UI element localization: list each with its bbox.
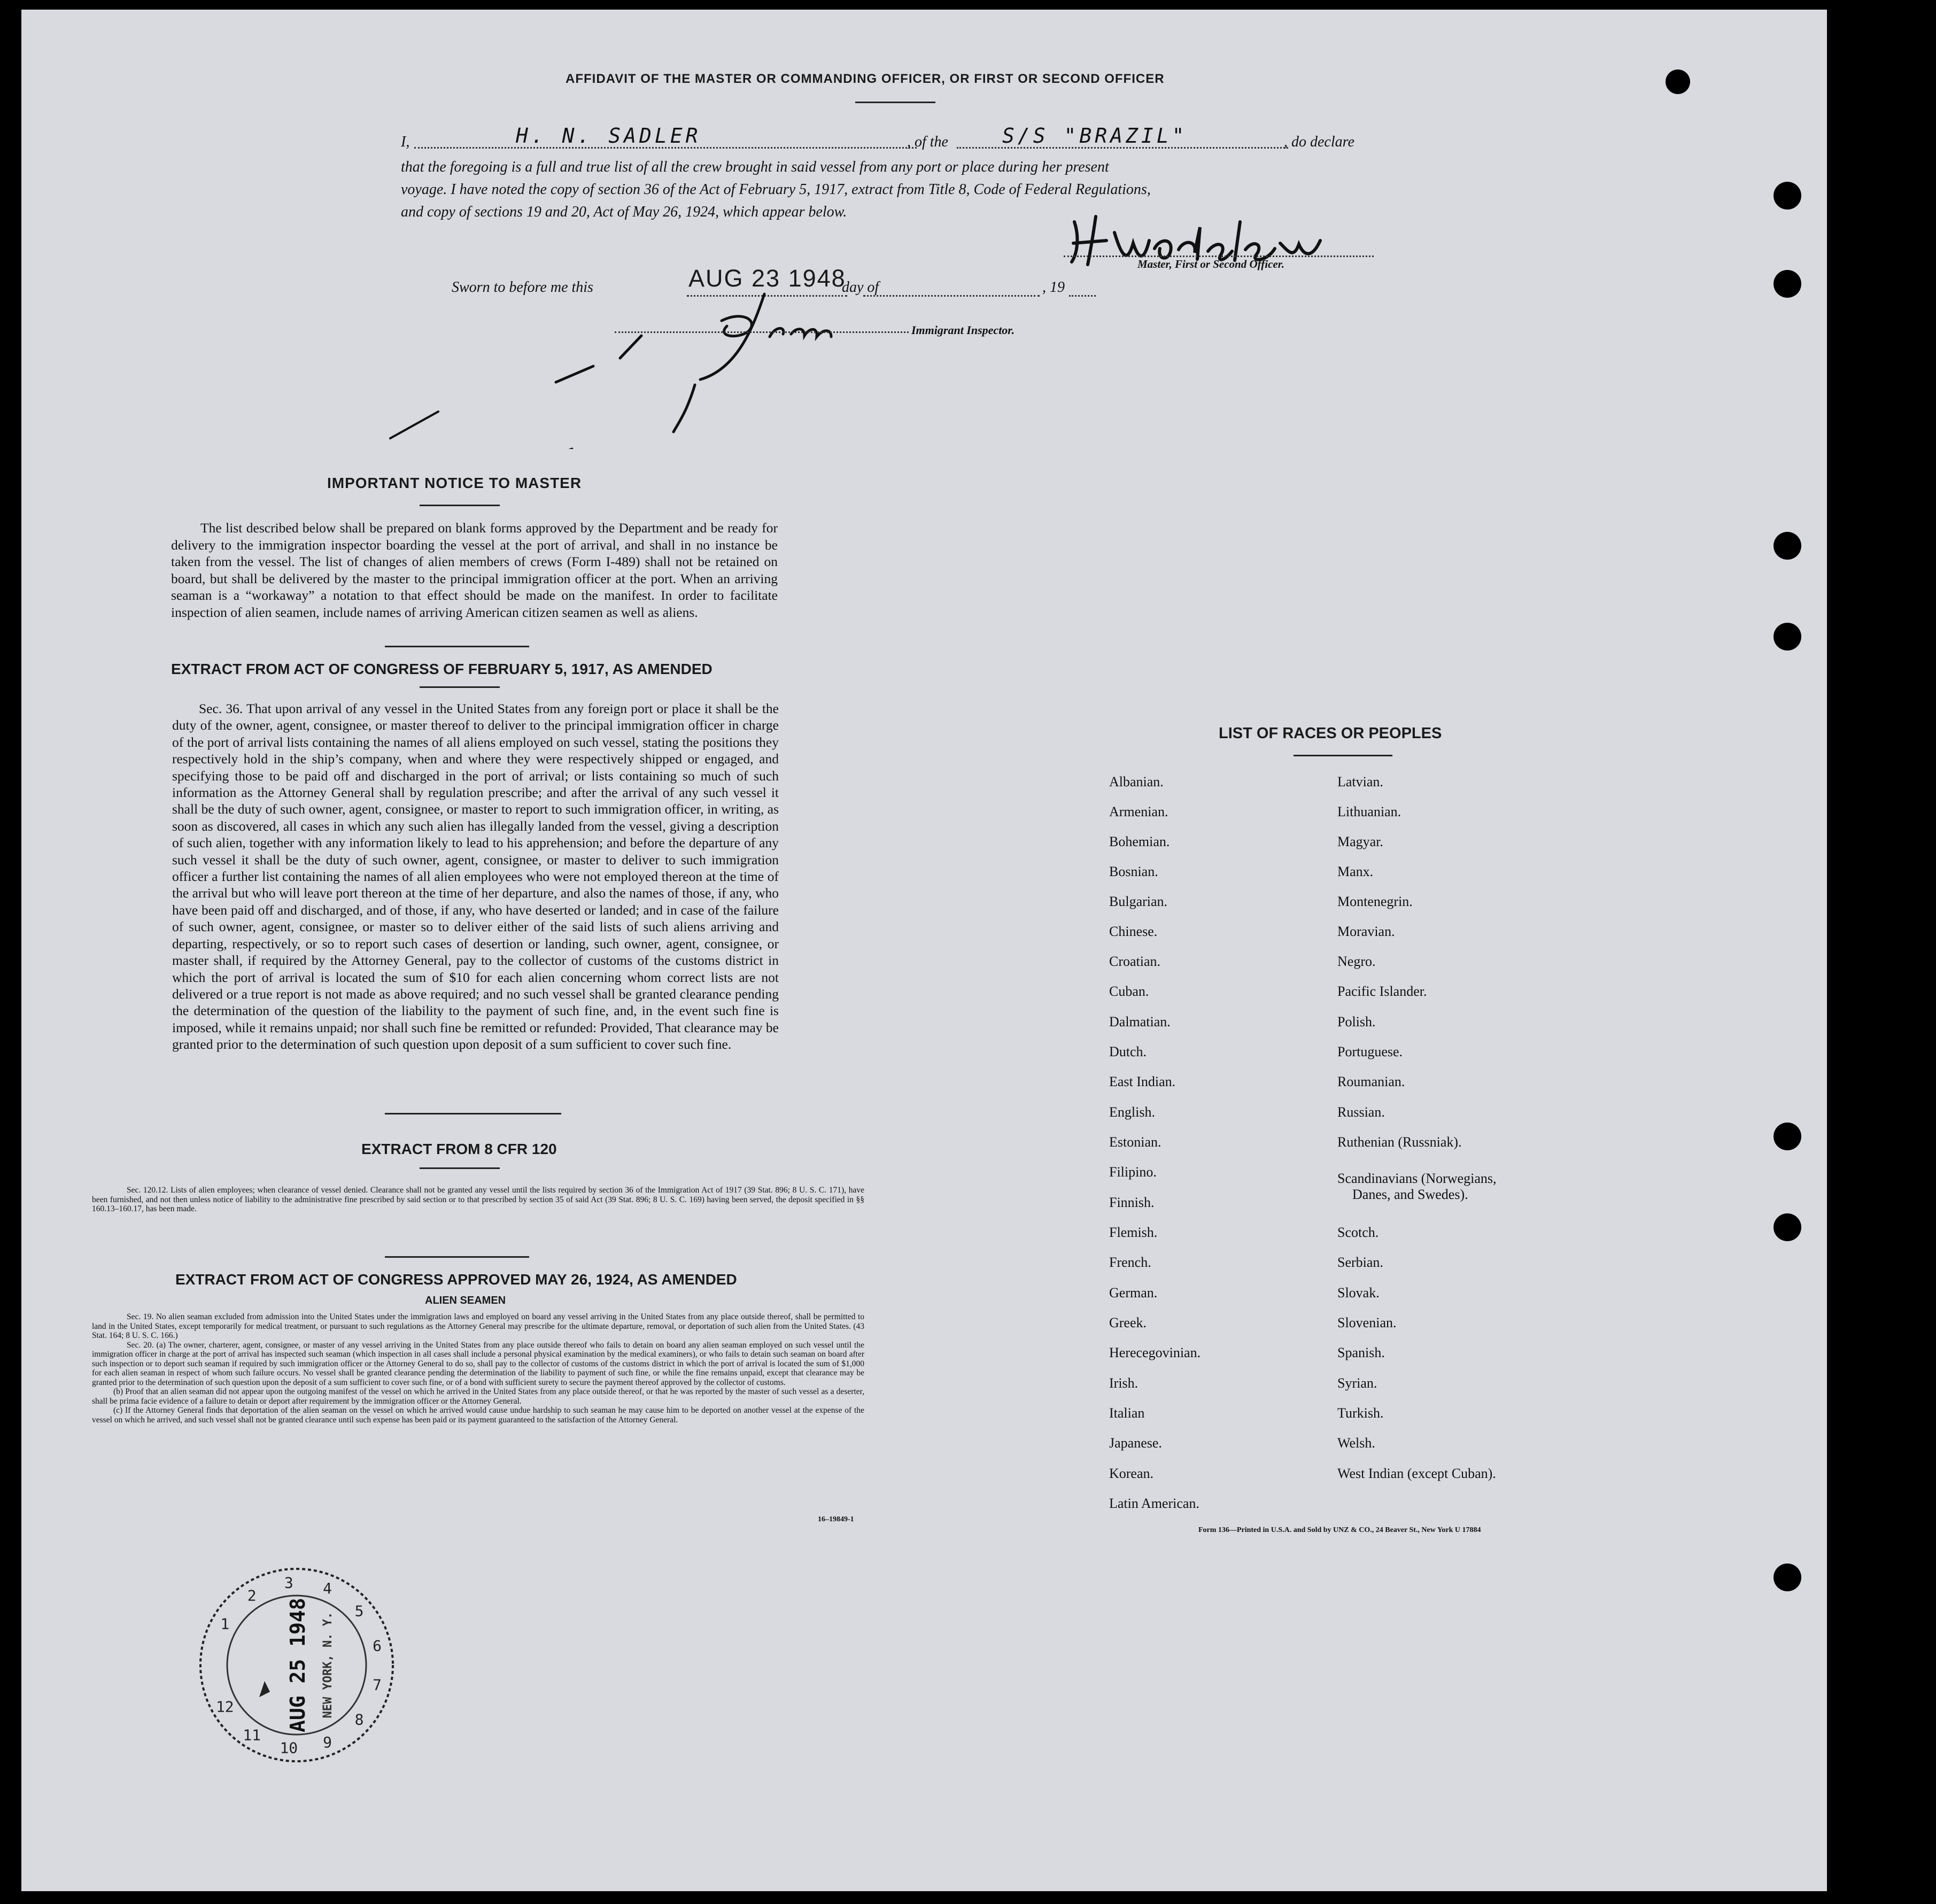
notice-rule bbox=[420, 505, 500, 506]
stamp-number: 1 bbox=[220, 1615, 230, 1633]
race-item: Danes, and Swedes). bbox=[1352, 1187, 1468, 1202]
cfr-end-rule bbox=[385, 1256, 529, 1258]
stamp-number: 5 bbox=[354, 1602, 364, 1620]
master-name: H. N. SADLER bbox=[516, 124, 701, 148]
race-item: Irish. bbox=[1109, 1375, 1139, 1391]
stamp-number: 6 bbox=[373, 1637, 382, 1655]
signature-caption: Master, First or Second Officer. bbox=[1137, 258, 1284, 270]
race-item: Slovak. bbox=[1337, 1285, 1380, 1301]
race-item: Bohemian. bbox=[1109, 834, 1170, 849]
race-item: Latin American. bbox=[1109, 1496, 1199, 1511]
race-item: West Indian (except Cuban). bbox=[1337, 1466, 1496, 1481]
race-item: Chinese. bbox=[1109, 924, 1158, 939]
declare-label: , do declare bbox=[1284, 134, 1354, 150]
stamp-number: 4 bbox=[323, 1580, 332, 1598]
sec-20a: Sec. 20. (a) The owner, charterer, agent, consignee, or master of any vessel arriving in the United States from any place outside thereof who fails to detain on board any alien seaman employed on such vessel until the immigration officer in charge at the port of arrival has inspected such seaman (which inspection in all cases shall include a personal physical examination by the medical examiners), or who fails to detain such seaman on board after such inspection or to deport such seaman if required by such immigration officer or the Attorney General to do so, shall pay to the collector of customs of the customs district in which the port of arrival is located the sum of $1,000 for each alien seaman in respect of whom such failure occurs. No vessel shall be granted clearance pending the determination of the liability to payment of such fine, or while the fine remains unpaid, except that clearance may be granted prior to the determination of such question upon the deposit of a sum sufficient to cover such fine, or of a bond with sufficient surety to secure the payment thereof approved by the collector of customs. bbox=[92, 1340, 864, 1387]
race-item: Finnish. bbox=[1109, 1195, 1155, 1210]
races-title: LIST OF RACES OR PEOPLES bbox=[1219, 725, 1442, 742]
race-item: Polish. bbox=[1337, 1014, 1376, 1030]
race-item: Syrian. bbox=[1337, 1375, 1377, 1391]
cfr-body: Sec. 120.12. Lists of alien employees; when clearance of vessel denied. Clearance shall not be granted any vessel until the lists required by section 36 of the Immigration Act of 1917 (39 Stat. 896; 8 U. S. C. 171), have been furnished, and not then unless notice of liability to the administrative fine prescribed by said section or to that prescribed by section 35 of said Act (39 Stat. 896; 8 U. S. C. 169) having been served, the deposit specified in §§ 160.13–160.17, has been made. bbox=[92, 1186, 864, 1213]
race-item: Filipino. bbox=[1109, 1164, 1157, 1180]
statement-line-2: voyage. I have noted the copy of section 36 of the Act of February 5, 1917, extract from Title 8, Code of Federal Regulations, bbox=[401, 181, 1151, 198]
race-item: Negro. bbox=[1337, 954, 1376, 969]
race-item: Manx. bbox=[1337, 864, 1374, 879]
punch-hole bbox=[1666, 69, 1690, 94]
race-item: Estonian. bbox=[1109, 1134, 1161, 1150]
punch-hole bbox=[1774, 532, 1801, 560]
race-item: Bosnian. bbox=[1109, 864, 1158, 879]
race-item: Montenegrin. bbox=[1337, 894, 1413, 909]
statement-line-3: and copy of sections 19 and 20, Act of May 26, 1924, which appear below. bbox=[401, 204, 847, 220]
punch-hole bbox=[1774, 270, 1801, 298]
extract-1924-title: EXTRACT FROM ACT OF CONGRESS APPROVED MAY 26, 1924, AS AMENDED bbox=[175, 1271, 737, 1288]
race-item: Croatian. bbox=[1109, 954, 1161, 969]
extract-1917-title: EXTRACT FROM ACT OF CONGRESS OF FEBRUARY 5, 1917, AS AMENDED bbox=[171, 661, 713, 677]
cfr-title: EXTRACT FROM 8 CFR 120 bbox=[361, 1141, 557, 1157]
race-item: Italian bbox=[1109, 1405, 1145, 1421]
race-item: Scotch. bbox=[1337, 1225, 1379, 1240]
vessel-name: S/S "BRAZIL" bbox=[1002, 124, 1188, 148]
punch-hole bbox=[1774, 1123, 1801, 1150]
race-item: English. bbox=[1109, 1104, 1155, 1120]
race-item: Japanese. bbox=[1109, 1435, 1162, 1451]
signature-underline bbox=[1064, 256, 1374, 257]
race-item: Dutch. bbox=[1109, 1044, 1147, 1059]
stamp-place: NEW YORK, N. Y. bbox=[321, 1612, 335, 1719]
stamp-number: 9 bbox=[323, 1733, 332, 1751]
i-label: I, bbox=[401, 134, 410, 150]
race-item: Latvian. bbox=[1337, 774, 1383, 790]
race-item: Spanish. bbox=[1337, 1345, 1385, 1360]
day-of-label: day of bbox=[842, 279, 879, 296]
extract-1917-body: Sec. 36. That upon arrival of any vessel in the United States from any foreign port or place it shall be the duty of the owner, agent, consignee, or master thereof to deliver to the principal immigration officer in charge of the port of arrival lists containing the names of all aliens employed on such vessel, stating the positions they respectively hold in the ship’s company, when and where they were respectively shipped or engaged, and specifying those to be paid off and discharged in the port of arrival; or lists containing so much of such information as the Attorney General shall by regulation prescribe; and after the arrival of any such vessel it shall be the duty of such owner, agent, consignee, or master to report to such immigration officer, in writing, as soon as discovered, all cases in which any such alien has illegally landed from the vessel, giving a description of such alien, together with any information likely to lead to his apprehension; and before the departure of any such vessel it shall be the duty of such owner, agent, consignee, or master to deliver to such immigration officer a further list containing the names of all alien employees who were not employed thereon at the time of the arrival but who will leave port thereon at the time of her departure, and also the names of those, if any, who have been paid off and discharged, and of those, if any, who have deserted or landed; and in case of the failure of such owner, agent, consignee, or master so to deliver either of the said lists of such aliens arriving and departing, respectively, or so to report such cases of desertion or landing, such owner, agent, consignee, or master shall, if required by the Attorney General, pay to the collector of customs of the customs district in which the port of arrival is located the sum of $10 for each alien concerning whom correct lists are not delivered or a true report is not made as above required; and no such vessel shall be granted clearance pending the determination of the question of the liability to the payment of such fine, and, in the event such fine is imposed, while it remains unpaid; nor shall such fine be remitted or refunded: Provided, That clearance may be granted prior to the determination of such question upon deposit of a sum sufficient to cover such fine. bbox=[172, 701, 779, 1052]
pen-mark bbox=[385, 406, 449, 449]
race-item: Welsh. bbox=[1337, 1435, 1375, 1451]
race-item: Roumanian. bbox=[1337, 1074, 1405, 1089]
affidavit-statement bbox=[401, 156, 1151, 223]
year-prefix: , 19 bbox=[1042, 279, 1065, 296]
sworn-date-stamp: AUG 23 1948 bbox=[688, 265, 846, 292]
race-item: Greek. bbox=[1109, 1315, 1147, 1330]
race-item: East Indian. bbox=[1109, 1074, 1176, 1089]
race-item: Bulgarian. bbox=[1109, 894, 1168, 909]
race-item: German. bbox=[1109, 1285, 1158, 1301]
race-item: Magyar. bbox=[1337, 834, 1383, 849]
race-item: Korean. bbox=[1109, 1466, 1154, 1481]
form-number: 16–19849-1 bbox=[818, 1515, 854, 1523]
inspection-stamp bbox=[190, 1558, 409, 1772]
inspector-caption: Immigrant Inspector. bbox=[911, 323, 1015, 337]
sworn-prefix: Sworn to before me this bbox=[452, 279, 593, 296]
notice-title: IMPORTANT NOTICE TO MASTER bbox=[327, 475, 582, 491]
race-item: Dalmatian. bbox=[1109, 1014, 1171, 1030]
race-item: Ruthenian (Russniak). bbox=[1337, 1134, 1462, 1150]
stamp-number: 11 bbox=[243, 1726, 261, 1744]
punch-hole bbox=[1774, 623, 1801, 651]
year-underline bbox=[1069, 295, 1096, 297]
punch-hole bbox=[1774, 1564, 1801, 1591]
race-item: Lithuanian. bbox=[1337, 804, 1401, 819]
notice-end-rule bbox=[385, 646, 529, 647]
sec-20b: (b) Proof that an alien seaman did not appear upon the outgoing manifest of the vessel on which he arrived in the United States from any place outside thereof, or that he was reported by the master of such vessel as a deserter, shall be prima facie evidence of a failure to detain or deport after requirement by the immigration officer or the Attorney General. bbox=[92, 1387, 864, 1406]
race-item: Slovenian. bbox=[1337, 1315, 1397, 1330]
race-item: Moravian. bbox=[1337, 924, 1395, 939]
race-item: Serbian. bbox=[1337, 1255, 1383, 1270]
race-item: Herecegovinian. bbox=[1109, 1345, 1201, 1360]
race-item: Turkish. bbox=[1337, 1405, 1384, 1421]
cfr-rule bbox=[420, 1167, 500, 1169]
inspector-underline bbox=[615, 331, 909, 333]
punch-hole bbox=[1774, 182, 1801, 210]
extract-1917-end-rule bbox=[385, 1113, 561, 1114]
stamp-number: 2 bbox=[247, 1586, 257, 1605]
races-rule bbox=[1294, 755, 1392, 756]
stamp-number: 3 bbox=[284, 1574, 293, 1592]
extract-1924-body bbox=[92, 1312, 864, 1425]
race-item: Albanian. bbox=[1109, 774, 1164, 790]
affidavit-title: AFFIDAVIT OF THE MASTER OR COMMANDING OFFICER, OR FIRST OR SECOND OFFICER bbox=[566, 72, 1165, 86]
extract-1917-rule bbox=[420, 686, 500, 688]
stamp-number: 12 bbox=[215, 1698, 234, 1716]
statement-line-1: that the foregoing is a full and true list of all the crew brought in said vessel from any port or place during her present bbox=[401, 159, 1109, 175]
stamp-number: 7 bbox=[373, 1676, 382, 1694]
stamp-number: 8 bbox=[354, 1710, 364, 1729]
stamp-date: AUG 25 1948 bbox=[286, 1598, 309, 1732]
sec-19: Sec. 19. No alien seaman excluded from admission into the United States under the immigration laws and employed on board any vessel arriving in the United States from any place outside thereof, shall be permitted to land in the United States, except temporarily for medical treatment, or pursuant to such regulations as the Attorney General may prescribe for the ultimate departure, removal, or deportation of such alien from the United States. (43 Stat. 164; 8 U. S. C. 166.) bbox=[92, 1312, 864, 1340]
punch-hole bbox=[1774, 1213, 1801, 1241]
race-item: Pacific Islander. bbox=[1337, 984, 1427, 999]
stamp-number: 10 bbox=[280, 1739, 298, 1757]
inspector-signature bbox=[535, 289, 919, 449]
title-rule bbox=[855, 102, 935, 103]
sec-20c: (c) If the Attorney General finds that deportation of the alien seaman on the vessel on which he arrived would cause undue hardship to such seaman he may cause him to be deported on another vessel at the expense of the vessel on which he arrived, and such vessel shall not be granted clearance until such expense has been paid or its payment guaranteed to the satisfaction of the Attorney General. bbox=[92, 1406, 864, 1425]
race-item: Russian. bbox=[1337, 1104, 1385, 1120]
form-footer: Form 136—Printed in U.S.A. and Sold by UNZ & CO., 24 Beaver St., New York U 17884 bbox=[1198, 1526, 1481, 1534]
of-the-label: , of the bbox=[907, 134, 948, 150]
race-item: Scandinavians (Norwegians, bbox=[1337, 1171, 1497, 1186]
race-item: French. bbox=[1109, 1255, 1151, 1270]
extract-1924-subtitle: ALIEN SEAMEN bbox=[425, 1295, 506, 1306]
race-item: Cuban. bbox=[1109, 984, 1149, 999]
race-item: Portuguese. bbox=[1337, 1044, 1403, 1059]
notice-body: The list described below shall be prepared on blank forms approved by the Department and be ready for delivery to the immigration inspector boarding the vessel at the port of arrival, and shall in no instance be taken from the vessel. The list of changes of alien members of crews (Form I-489) shall not be retained on board, but shall be delivered by the master to the principal immigration officer at the port. When an arriving seaman is a “workaway” a notation to that effect should be made on the manifest. In order to facilitate inspection of alien seamen, include names of arriving American citizen seamen as well as aliens. bbox=[171, 520, 778, 620]
race-item: Armenian. bbox=[1109, 804, 1168, 819]
race-item: Flemish. bbox=[1109, 1225, 1158, 1240]
